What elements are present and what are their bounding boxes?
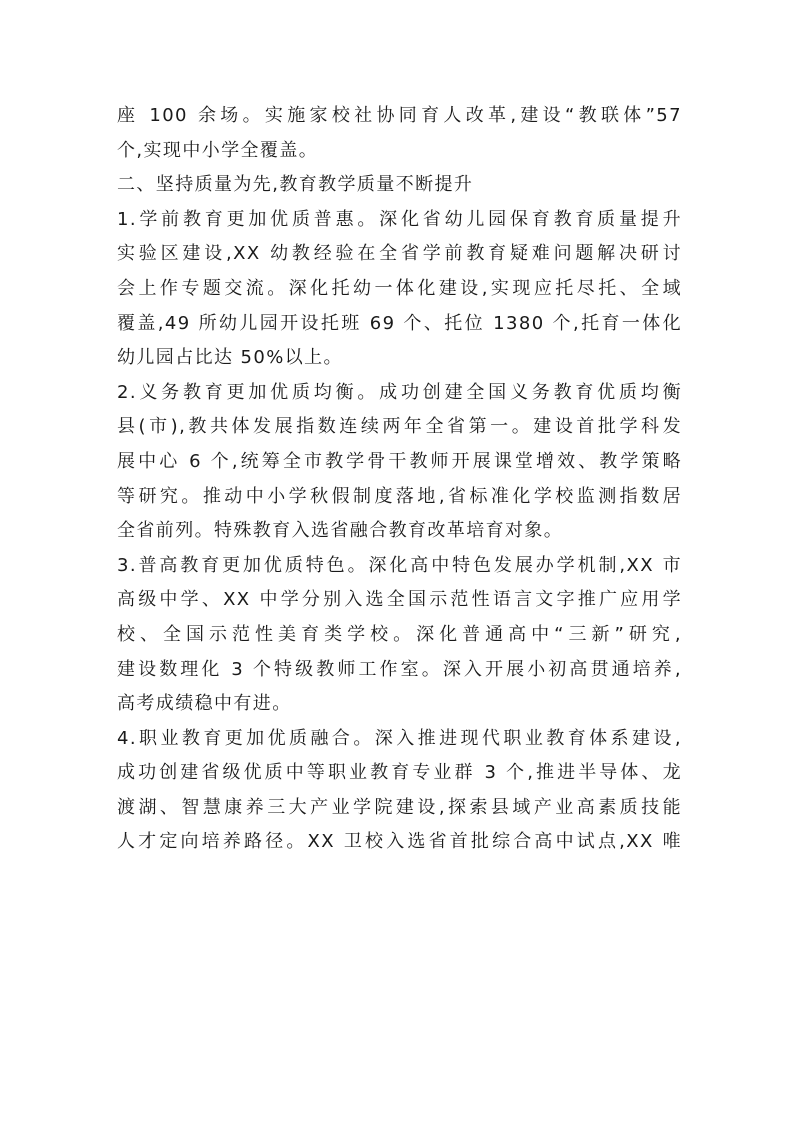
paragraph-compulsory bbox=[117, 376, 682, 549]
text-line: 覆盖,49 所幼儿园开设托班 69 个、托位 1380 个,托育一体化 bbox=[117, 312, 682, 334]
text-line: 展中心 6 个,统筹全市教学骨干教师开展课堂增效、教学策略 bbox=[117, 450, 682, 472]
text-line: 全省前列。特殊教育入选省融合教育改革培育对象。 bbox=[117, 520, 564, 542]
document-body bbox=[117, 99, 682, 860]
text-line: 实验区建设,XX 幼教经验在全省学前教育疑难问题解决研讨 bbox=[117, 243, 682, 265]
text-line: 成功创建省级优质中等职业教育专业群 3 个,推进半导体、龙 bbox=[117, 762, 682, 784]
text-line: 3.普高教育更加优质特色。深化高中特色发展办学机制,XX 市 bbox=[117, 554, 682, 576]
text-line: 高级中学、XX 中学分别入选全国示范性语言文字推广应用学 bbox=[117, 589, 682, 611]
text-line: 渡湖、智慧康养三大产业学院建设,探索县域产业高素质技能 bbox=[117, 796, 682, 818]
paragraph-vocational bbox=[117, 722, 682, 860]
section-heading bbox=[117, 168, 682, 203]
section-heading-text: 二、坚持质量为先,教育教学质量不断提升 bbox=[117, 174, 474, 196]
paragraph-intro-continuation bbox=[117, 99, 682, 168]
text-line: 建设数理化 3 个特级教师工作室。深入开展小初高贯通培养, bbox=[117, 658, 682, 680]
text-line: 幼儿园占比达 50%以上。 bbox=[117, 347, 343, 369]
text-line: 人才定向培养路径。XX 卫校入选省首批综合高中试点,XX 唯 bbox=[117, 831, 682, 853]
text-line: 1.学前教育更加优质普惠。深化省幼儿园保育教育质量提升 bbox=[117, 208, 682, 230]
text-line: 个,实现中小学全覆盖。 bbox=[117, 139, 319, 161]
text-line: 县(市),教共体发展指数连续两年全省第一。建设首批学科发 bbox=[117, 416, 682, 438]
paragraph-preschool bbox=[117, 203, 682, 376]
text-line: 2.义务教育更加优质均衡。成功创建全国义务教育优质均衡 bbox=[117, 381, 682, 403]
text-line: 等研究。推动中小学秋假制度落地,省标准化学校监测指数居 bbox=[117, 485, 682, 507]
text-line: 高考成绩稳中有进。 bbox=[117, 693, 292, 715]
text-line: 4.职业教育更加优质融合。深入推进现代职业教育体系建设, bbox=[117, 727, 682, 749]
text-line: 座 100 余场。实施家校社协同育人改革,建设“教联体”57 bbox=[117, 105, 682, 126]
text-line: 会上作专题交流。深化托幼一体化建设,实现应托尽托、全域 bbox=[117, 277, 682, 299]
paragraph-high-school bbox=[117, 549, 682, 722]
text-line: 校、全国示范性美育类学校。深化普通高中“三新”研究, bbox=[117, 623, 682, 645]
